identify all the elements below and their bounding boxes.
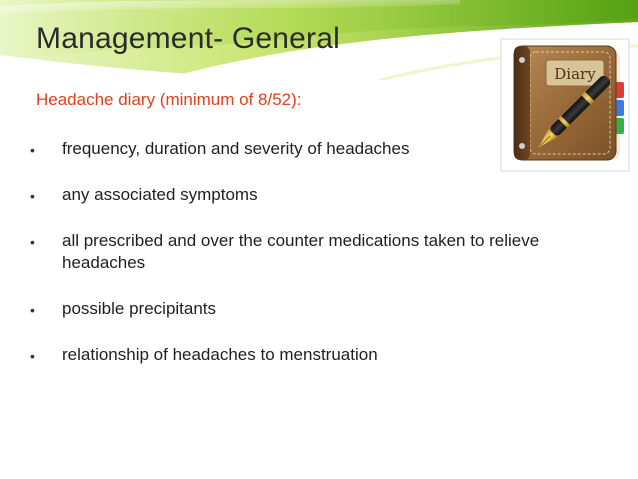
bullet-icon: • [30,348,35,364]
bullet-item [30,184,610,206]
bullet-icon: • [30,234,35,250]
bullet-text: frequency, duration and severity of headaches [62,139,410,158]
bullet-text: possible precipitants [62,299,217,318]
bullet-item [30,344,610,366]
slide-title: Management- General [36,22,340,55]
slide-subtitle: Headache diary (minimum of 8/52): [36,90,302,109]
bullet-item [30,298,610,320]
bullet-text: relationship of headaches to menstruation [62,345,378,364]
bullet-icon: • [30,302,35,318]
bullet-item [30,230,610,274]
bullet-text: all prescribed and over the counter medications taken to relieve headaches [62,231,540,272]
bullet-list [30,138,610,390]
bullet-icon: • [30,188,35,204]
bullet-text: any associated symptoms [62,185,258,204]
diary-notebook-with-pen-icon [500,38,630,172]
bullet-icon: • [30,142,35,158]
diary-label: Diary [554,65,596,83]
